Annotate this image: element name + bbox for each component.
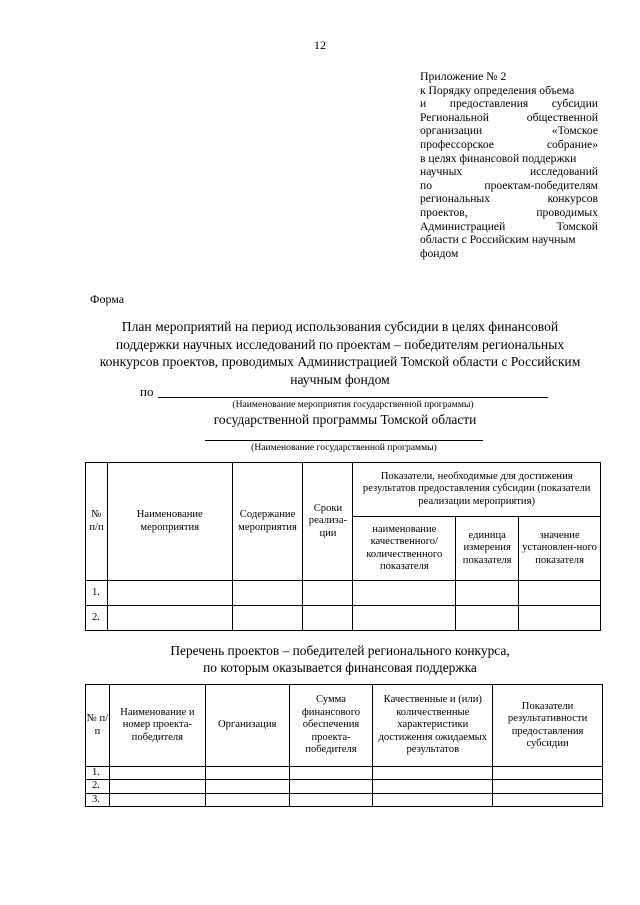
header-name: Наименование мероприятия <box>107 463 232 581</box>
plan-title <box>80 318 600 388</box>
appendix-word: региональных <box>420 192 491 206</box>
plan-title-line: конкурсов проектов, проводимых Администрацией Томской области с Российским <box>99 354 581 369</box>
cell[interactable] <box>456 581 519 606</box>
appendix-line <box>420 233 598 247</box>
cell[interactable] <box>493 793 603 806</box>
cell[interactable] <box>373 793 493 806</box>
cell[interactable] <box>303 606 353 631</box>
appendix-word: проводимых <box>536 205 598 219</box>
appendix-word: в целях финансовой поддержки <box>420 151 577 165</box>
appendix-line <box>420 152 598 166</box>
appendix-line <box>420 247 598 261</box>
appendix-word: субсидии <box>551 97 598 111</box>
appendix-word: собрание» <box>546 137 598 151</box>
cell[interactable] <box>353 606 456 631</box>
row-number: 1. <box>86 581 108 606</box>
appendix-line <box>420 179 598 193</box>
program-fill-line[interactable] <box>205 440 483 441</box>
appendix-word: общественной <box>526 110 598 124</box>
cell[interactable] <box>353 581 456 606</box>
appendix-word: проектов, <box>420 205 468 219</box>
cell[interactable] <box>205 767 289 780</box>
appendix-word: проектам-победителям <box>484 178 598 192</box>
measure-fill-line[interactable] <box>158 397 548 398</box>
appendix-word: Томской <box>556 219 598 233</box>
appendix-line <box>420 192 598 206</box>
table-row <box>86 767 603 780</box>
appendix-word: предоставления <box>449 97 529 111</box>
cell[interactable] <box>232 606 303 631</box>
appendix-title: Приложение № 2 <box>420 69 507 83</box>
header-project: Наименование и номер проекта-победителя <box>109 685 205 767</box>
appendix-word: организации <box>420 124 483 138</box>
cell[interactable] <box>289 793 373 806</box>
by-label: по <box>140 384 154 399</box>
cell[interactable] <box>205 793 289 806</box>
appendix-line <box>420 124 598 138</box>
cell[interactable] <box>373 780 493 793</box>
cell[interactable] <box>232 581 303 606</box>
appendix-word: «Томское <box>551 124 598 138</box>
cell[interactable] <box>493 767 603 780</box>
row-number: 2. <box>86 606 108 631</box>
measure-caption: (Наименование мероприятия государственной программы) <box>232 399 474 410</box>
cell[interactable] <box>109 793 205 806</box>
header-indicators-group: Показатели, необходимые для достижения результатов предоставления субсидии (показатели реализации мероприятия) <box>353 463 601 517</box>
cell[interactable] <box>289 767 373 780</box>
appendix-word: фондом <box>420 246 459 260</box>
table-row <box>86 606 601 631</box>
form-label: Форма <box>90 292 125 306</box>
appendix-line <box>420 97 598 111</box>
header-org: Организация <box>205 685 289 767</box>
list-title-line: по которым оказывается финансовая поддержка <box>203 659 477 675</box>
appendix-line <box>420 165 598 179</box>
appendix-word: к Порядку определения объема <box>420 83 575 97</box>
appendix-block <box>420 70 598 260</box>
header-num: № п/п <box>86 685 110 767</box>
cell[interactable] <box>303 581 353 606</box>
cell[interactable] <box>107 581 232 606</box>
plan-title-line: План мероприятий на период использования субсидии в целях финансовой <box>121 319 559 334</box>
appendix-word: конкурсов <box>547 192 598 206</box>
table-row <box>86 793 603 806</box>
state-program-label: государственной программы Томской области <box>213 412 477 427</box>
table-row <box>86 581 601 606</box>
appendix-text <box>420 84 598 261</box>
plan-table <box>85 462 601 631</box>
cell[interactable] <box>456 606 519 631</box>
projects-list-title <box>80 643 600 676</box>
cell[interactable] <box>289 780 373 793</box>
header-characteristics: Качественные и (или) количественные характеристики достижения ожидаемых результатов <box>373 685 493 767</box>
appendix-word: научных <box>420 165 463 179</box>
cell[interactable] <box>519 581 601 606</box>
header-performance: Показатели результативности предоставления субсидии <box>493 685 603 767</box>
row-number: 3. <box>86 793 110 806</box>
appendix-word: исследований <box>529 165 598 179</box>
appendix-word: области с Российским научным <box>420 233 576 247</box>
appendix-line <box>420 206 598 220</box>
header-num: № п/п <box>86 463 108 581</box>
row-number: 2. <box>86 780 110 793</box>
appendix-word: профессорское <box>420 137 494 151</box>
cell[interactable] <box>373 767 493 780</box>
plan-title-line: научным фондом <box>290 371 390 387</box>
header-indicator-name: наименование качественного/ количественного показателя <box>353 517 456 581</box>
list-title-line: Перечень проектов – победителей регионального конкурса, <box>170 643 510 658</box>
table-row <box>86 780 603 793</box>
plan-title-line: поддержки научных исследований по проектам – победителям региональных <box>115 336 565 352</box>
cell[interactable] <box>107 606 232 631</box>
header-unit: единица измерения показателя <box>456 517 519 581</box>
cell[interactable] <box>109 767 205 780</box>
program-caption: (Наименование государственной программы) <box>251 442 437 453</box>
header-terms: Сроки реализа-ции <box>303 463 353 581</box>
projects-table <box>85 684 603 807</box>
appendix-line <box>420 138 598 152</box>
appendix-word: Региональной <box>420 110 489 124</box>
row-number: 1. <box>86 767 110 780</box>
appendix-line <box>420 111 598 125</box>
header-value: значение установлен-ного показателя <box>519 517 601 581</box>
appendix-word: и <box>420 97 427 111</box>
cell[interactable] <box>519 606 601 631</box>
appendix-line <box>420 84 598 98</box>
cell[interactable] <box>109 780 205 793</box>
header-content: Содержание мероприятия <box>232 463 303 581</box>
appendix-word: по <box>420 178 433 192</box>
appendix-word: Администрацией <box>420 219 506 233</box>
cell[interactable] <box>493 780 603 793</box>
page-number: 12 <box>314 38 326 52</box>
appendix-line <box>420 220 598 234</box>
cell[interactable] <box>205 780 289 793</box>
header-sum: Сумма финансового обеспечения проекта-победителя <box>289 685 373 767</box>
